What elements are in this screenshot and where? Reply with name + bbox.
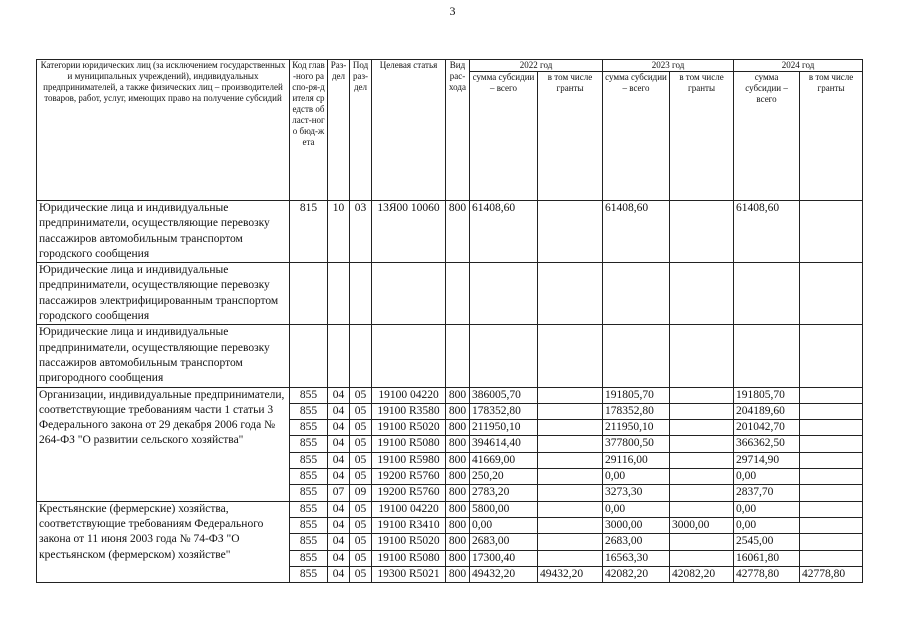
cell-2023-sum: 16563,30	[603, 550, 670, 566]
cell-2022-sum	[470, 263, 538, 325]
cell-2023-sum: 29116,00	[603, 452, 670, 468]
cell-target: 19100 04220	[372, 501, 446, 517]
cell-2023-sum: 3000,00	[603, 517, 670, 533]
cell-target: 19300 R5021	[372, 566, 446, 582]
cell-subsection: 05	[350, 517, 372, 533]
cell-section: 04	[328, 387, 350, 403]
cell-subsection: 05	[350, 403, 372, 419]
cell-2024-sum	[734, 263, 800, 325]
cell-2022-sum: 17300,40	[470, 550, 538, 566]
header-grants-2023: в том числе гранты	[670, 72, 734, 201]
cell-section: 04	[328, 534, 350, 550]
cell-code: 855	[290, 550, 328, 566]
cell-target: 19200 R5760	[372, 469, 446, 485]
cell-2024-sum: 16061,80	[734, 550, 800, 566]
cell-2023-sum: 0,00	[603, 469, 670, 485]
subsidy-table	[36, 59, 863, 583]
cell-2024-grants	[800, 420, 863, 436]
cell-2023-sum: 211950,10	[603, 420, 670, 436]
cell-target: 19100 R3410	[372, 517, 446, 533]
cell-2024-grants	[800, 387, 863, 403]
cell-2024-sum: 2837,70	[734, 485, 800, 501]
cell-subsection: 05	[350, 550, 372, 566]
cell-expense-type: 800	[446, 436, 470, 452]
cell-2024-sum: 366362,50	[734, 436, 800, 452]
category-cell: Крестьянские (фермерские) хозяйства, соответствующие требованиям Федерального закона от 11 июня 2003 года № 74-ФЗ "О крестьянском (фермерском) хозяйстве"	[37, 501, 290, 582]
header-sum-2024: сумма субсидии – всего	[734, 72, 800, 201]
cell-code: 815	[290, 201, 328, 263]
cell-target: 19100 R5020	[372, 534, 446, 550]
cell-2022-grants	[538, 263, 603, 325]
cell-2024-grants	[800, 550, 863, 566]
cell-subsection: 09	[350, 485, 372, 501]
cell-expense-type: 800	[446, 420, 470, 436]
cell-2024-sum: 61408,60	[734, 201, 800, 263]
cell-2022-grants	[538, 436, 603, 452]
cell-2022-sum: 2683,00	[470, 534, 538, 550]
cell-2022-grants: 49432,20	[538, 566, 603, 582]
header-category: Категории юридических лиц (за исключением государственных и муниципальных учреждений), индивидуальных предпринимателей, а также физических лиц – производителей товаров, работ, услуг, имеющих право на получение субсидий	[37, 60, 290, 201]
cell-section: 04	[328, 469, 350, 485]
cell-2024-sum: 2545,00	[734, 534, 800, 550]
cell-code	[290, 325, 328, 387]
cell-section: 04	[328, 550, 350, 566]
cell-2022-sum: 41669,00	[470, 452, 538, 468]
cell-2024-sum: 29714,90	[734, 452, 800, 468]
cell-2024-grants: 42778,80	[800, 566, 863, 582]
cell-2023-grants	[670, 550, 734, 566]
header-grants-2022: в том числе гранты	[538, 72, 603, 201]
cell-expense-type: 800	[446, 403, 470, 419]
cell-2022-grants	[538, 469, 603, 485]
cell-expense-type: 800	[446, 534, 470, 550]
cell-expense-type: 800	[446, 501, 470, 517]
cell-2023-grants	[670, 485, 734, 501]
cell-expense-type	[446, 263, 470, 325]
cell-code: 855	[290, 566, 328, 582]
table-header	[37, 60, 863, 201]
cell-2022-grants	[538, 201, 603, 263]
cell-2024-grants	[800, 469, 863, 485]
cell-subsection	[350, 325, 372, 387]
cell-expense-type: 800	[446, 452, 470, 468]
cell-2023-sum: 377800,50	[603, 436, 670, 452]
cell-2022-sum	[470, 325, 538, 387]
cell-2022-sum: 49432,20	[470, 566, 538, 582]
cell-2022-grants	[538, 550, 603, 566]
cell-2023-sum	[603, 325, 670, 387]
cell-expense-type: 800	[446, 201, 470, 263]
header-year-2023: 2023 год	[603, 60, 734, 72]
cell-2022-sum: 61408,60	[470, 201, 538, 263]
cell-code: 855	[290, 452, 328, 468]
cell-section: 04	[328, 566, 350, 582]
cell-2024-sum: 0,00	[734, 469, 800, 485]
cell-target: 19100 R5080	[372, 436, 446, 452]
cell-subsection: 05	[350, 534, 372, 550]
cell-section: 04	[328, 517, 350, 533]
cell-expense-type	[446, 325, 470, 387]
table-row	[37, 501, 863, 517]
header-subsection: Под раз-дел	[350, 60, 372, 201]
cell-2024-sum: 0,00	[734, 501, 800, 517]
cell-2024-sum: 204189,60	[734, 403, 800, 419]
category-cell: Юридические лица и индивидуальные предприниматели, осуществляющие перевозку пассажиров автомобильным транспортом городского сообщения	[37, 201, 290, 263]
cell-2023-grants	[670, 325, 734, 387]
cell-2023-grants	[670, 403, 734, 419]
cell-target: 19200 R5760	[372, 485, 446, 501]
cell-2022-sum: 211950,10	[470, 420, 538, 436]
cell-2022-sum: 394614,40	[470, 436, 538, 452]
cell-section: 04	[328, 420, 350, 436]
cell-expense-type: 800	[446, 485, 470, 501]
cell-subsection: 05	[350, 501, 372, 517]
cell-2024-sum: 0,00	[734, 517, 800, 533]
cell-2023-grants	[670, 534, 734, 550]
cell-target: 19100 R3580	[372, 403, 446, 419]
cell-section: 04	[328, 452, 350, 468]
header-section: Раз-дел	[328, 60, 350, 201]
cell-2024-grants	[800, 501, 863, 517]
cell-2023-sum: 178352,80	[603, 403, 670, 419]
header-year-2022: 2022 год	[470, 60, 603, 72]
cell-2024-grants	[800, 534, 863, 550]
cell-expense-type: 800	[446, 517, 470, 533]
cell-target: 13Я00 10060	[372, 201, 446, 263]
cell-2024-sum: 191805,70	[734, 387, 800, 403]
cell-code: 855	[290, 387, 328, 403]
cell-target: 19100 R5020	[372, 420, 446, 436]
cell-2022-sum: 250,20	[470, 469, 538, 485]
cell-2022-grants	[538, 403, 603, 419]
cell-2024-grants	[800, 325, 863, 387]
cell-code: 855	[290, 420, 328, 436]
cell-2023-sum	[603, 263, 670, 325]
cell-2024-grants	[800, 436, 863, 452]
cell-2024-sum: 201042,70	[734, 420, 800, 436]
cell-code	[290, 263, 328, 325]
cell-code: 855	[290, 485, 328, 501]
cell-2024-grants	[800, 452, 863, 468]
cell-2022-grants	[538, 387, 603, 403]
cell-section	[328, 325, 350, 387]
cell-expense-type: 800	[446, 387, 470, 403]
cell-section	[328, 263, 350, 325]
cell-2023-grants	[670, 452, 734, 468]
cell-subsection: 05	[350, 387, 372, 403]
cell-code: 855	[290, 501, 328, 517]
table-body	[37, 201, 863, 583]
header-sum-2023: сумма субсидии – всего	[603, 72, 670, 201]
cell-2023-sum: 42082,20	[603, 566, 670, 582]
cell-section: 07	[328, 485, 350, 501]
header-sum-2022: сумма субсидии – всего	[470, 72, 538, 201]
cell-subsection: 03	[350, 201, 372, 263]
header-target: Целевая статья	[372, 60, 446, 201]
cell-section: 10	[328, 201, 350, 263]
cell-2022-grants	[538, 517, 603, 533]
cell-code: 855	[290, 403, 328, 419]
cell-2023-sum: 191805,70	[603, 387, 670, 403]
cell-code: 855	[290, 517, 328, 533]
cell-2022-sum: 5800,00	[470, 501, 538, 517]
cell-2024-grants	[800, 403, 863, 419]
cell-2023-grants	[670, 436, 734, 452]
header-year-2024: 2024 год	[734, 60, 863, 72]
cell-2024-sum: 42778,80	[734, 566, 800, 582]
cell-2023-grants	[670, 263, 734, 325]
cell-expense-type: 800	[446, 469, 470, 485]
cell-subsection: 05	[350, 452, 372, 468]
cell-2023-grants: 3000,00	[670, 517, 734, 533]
cell-2022-grants	[538, 325, 603, 387]
cell-2022-sum: 0,00	[470, 517, 538, 533]
cell-code: 855	[290, 436, 328, 452]
cell-2023-grants	[670, 387, 734, 403]
cell-2023-sum: 0,00	[603, 501, 670, 517]
cell-target	[372, 325, 446, 387]
cell-section: 04	[328, 403, 350, 419]
cell-subsection: 05	[350, 469, 372, 485]
cell-2023-sum: 2683,00	[603, 534, 670, 550]
cell-2023-sum: 3273,30	[603, 485, 670, 501]
cell-2022-sum: 178352,80	[470, 403, 538, 419]
cell-target: 19100 R5980	[372, 452, 446, 468]
cell-2022-grants	[538, 501, 603, 517]
category-cell: Юридические лица и индивидуальные предприниматели, осуществляющие перевозку пассажиров электрифицированным транспортом городского сообщения	[37, 263, 290, 325]
category-cell: Организации, индивидуальные предприниматели, соответствующие требованиям части 1 статьи 3 Федерального закона от 29 декабря 2006 года № 264-ФЗ "О развитии сельского хозяйства"	[37, 387, 290, 501]
cell-code: 855	[290, 469, 328, 485]
cell-2022-grants	[538, 452, 603, 468]
cell-2023-grants	[670, 501, 734, 517]
page-number: 3	[449, 4, 456, 18]
cell-2022-grants	[538, 534, 603, 550]
cell-2024-grants	[800, 485, 863, 501]
cell-2023-grants	[670, 469, 734, 485]
cell-2023-grants	[670, 201, 734, 263]
cell-subsection: 05	[350, 420, 372, 436]
cell-2023-grants: 42082,20	[670, 566, 734, 582]
table-row	[37, 325, 863, 387]
cell-2024-grants	[800, 263, 863, 325]
cell-subsection	[350, 263, 372, 325]
cell-expense-type: 800	[446, 566, 470, 582]
table-row	[37, 201, 863, 263]
cell-2022-grants	[538, 485, 603, 501]
cell-2022-grants	[538, 420, 603, 436]
header-grants-2024: в том числе гранты	[800, 72, 863, 201]
cell-subsection: 05	[350, 566, 372, 582]
cell-target: 19100 R5080	[372, 550, 446, 566]
cell-2023-sum: 61408,60	[603, 201, 670, 263]
cell-2024-grants	[800, 517, 863, 533]
cell-subsection: 05	[350, 436, 372, 452]
table-row	[37, 387, 863, 403]
cell-code: 855	[290, 534, 328, 550]
cell-2024-sum	[734, 325, 800, 387]
header-code: Код глав-ного распо-ря-дителя средств област-ного бюд-жета	[290, 60, 328, 201]
cell-section: 04	[328, 436, 350, 452]
cell-target	[372, 263, 446, 325]
cell-2022-sum: 2783,20	[470, 485, 538, 501]
cell-2024-grants	[800, 201, 863, 263]
cell-target: 19100 04220	[372, 387, 446, 403]
category-cell: Юридические лица и индивидуальные предприниматели, осуществляющие перевозку пассажиров автомобильным транспортом пригородного сообщения	[37, 325, 290, 387]
table-row	[37, 263, 863, 325]
cell-expense-type: 800	[446, 550, 470, 566]
header-expense-type: Вид рас-хода	[446, 60, 470, 201]
cell-2022-sum: 386005,70	[470, 387, 538, 403]
cell-2023-grants	[670, 420, 734, 436]
cell-section: 04	[328, 501, 350, 517]
